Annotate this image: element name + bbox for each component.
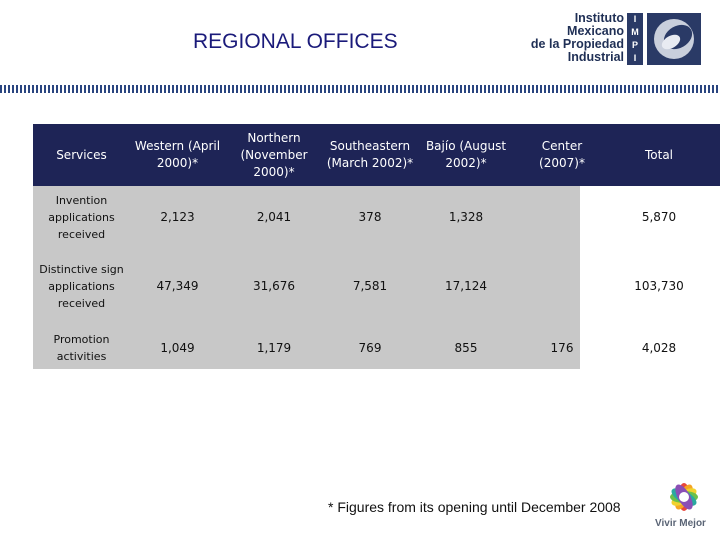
cell-sign-western: 47,349	[156, 279, 199, 293]
header-western: Western (April 2000)*	[134, 139, 221, 170]
row-label-invention: Invention applications received	[48, 193, 115, 241]
header-northern: Northern (November 2000)*	[240, 130, 308, 179]
logo-letter-1: I	[633, 14, 637, 24]
impi-logo-text	[531, 12, 624, 64]
cell-sign-southeastern: 7,581	[352, 279, 388, 293]
header-bajio: Bajío (August 2002)*	[425, 139, 507, 170]
header-center: Center (2007)*	[539, 139, 585, 170]
row-label-distinctive-sign: Distinctive sign applications received	[39, 262, 124, 310]
header-southeastern: Southeastern (March 2002)*	[326, 139, 414, 170]
cell-promotion-southeastern: 769	[358, 341, 382, 355]
cell-invention-bajio: 1,328	[448, 210, 484, 224]
cell-promotion-northern: 1,179	[256, 341, 292, 355]
header-total: Total	[644, 147, 674, 162]
vivir-mejor-flower-icon	[661, 476, 707, 522]
header-services: Services	[56, 147, 107, 162]
logo-line-1: Instituto	[574, 11, 624, 25]
cell-invention-total: 5,870	[641, 210, 677, 224]
logo-line-4: Industrial	[567, 50, 624, 64]
cell-sign-total: 103,730	[634, 279, 684, 293]
cell-promotion-total: 4,028	[641, 341, 677, 355]
logo-line-2: Mexicano	[567, 24, 624, 38]
cell-sign-bajio: 17,124	[445, 279, 487, 293]
cell-invention-northern: 2,041	[256, 210, 292, 224]
cell-promotion-bajio: 855	[454, 341, 478, 355]
logo-line-3: de la Propiedad	[530, 37, 624, 51]
header-stripe	[0, 85, 720, 93]
slide-title: REGIONAL OFFICES	[193, 30, 398, 53]
logo-letter-3: P	[631, 40, 638, 50]
cell-invention-western: 2,123	[160, 210, 195, 224]
cell-sign-northern: 31,676	[253, 279, 295, 293]
cell-promotion-center: 176	[550, 341, 574, 355]
cell-sign-center	[518, 250, 606, 322]
cell-invention-southeastern: 378	[358, 210, 382, 224]
row-label-promotion: Promotion activities	[53, 333, 110, 363]
vivir-mejor-brand: Vivir Mejor	[655, 518, 706, 529]
logo-letter-4: I	[633, 53, 637, 63]
logo-letter-2: M	[631, 27, 639, 37]
impi-globe-icon	[647, 13, 701, 65]
footnote: * Figures from its opening until December 2008	[328, 499, 621, 515]
cell-invention-center	[518, 186, 606, 248]
cell-promotion-western: 1,049	[160, 341, 195, 355]
impi-letter-bar	[627, 13, 643, 65]
